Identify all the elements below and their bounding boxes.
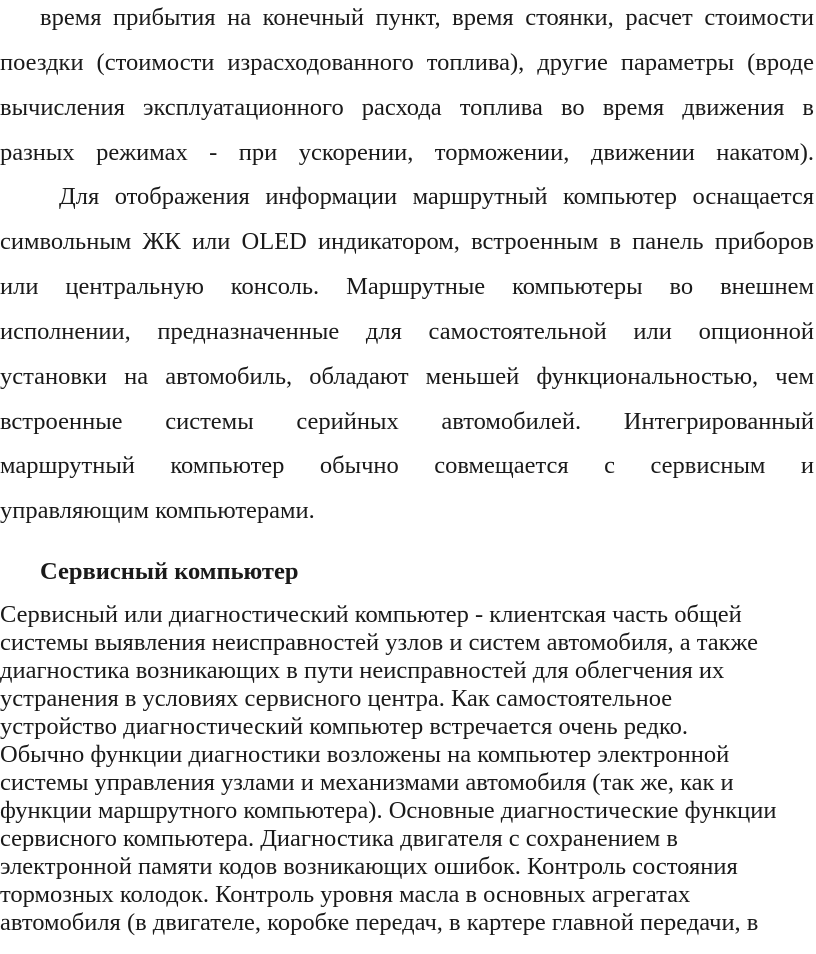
paragraph-3-line-7: системы управления узлами и механизмами автомобиля (так же, как и bbox=[0, 769, 734, 796]
paragraph-2-line-2: символьным ЖК или OLED индикатором, встроенным в панель приборов bbox=[0, 228, 814, 255]
paragraph-3-line-4: устранения в условиях сервисного центра. Как самостоятельное bbox=[0, 685, 673, 712]
paragraph-3-line-11: тормозных колодок. Контроль уровня масла в основных агрегатах bbox=[0, 881, 691, 908]
paragraph-2-line-8: управляющим компьютерами. bbox=[0, 497, 315, 524]
paragraph-2-line-1: Для отображения информации маршрутный компьютер оснащается bbox=[59, 183, 814, 210]
paragraph-2-line-5: установки на автомобиль, обладают меньшей функциональностью, чем bbox=[0, 363, 814, 390]
paragraph-3-line-10: электронной памяти кодов возникающих ошибок. Контроль состояния bbox=[0, 853, 738, 880]
paragraph-1-line-4: разных режимах - при ускорении, торможении, движении накатом). bbox=[0, 139, 814, 166]
paragraph-3-line-8: функции маршрутного компьютера). Основные диагностические функции bbox=[0, 797, 777, 824]
paragraph-2-line-4: исполнении, предназначенные для самостоятельной или опционной bbox=[0, 318, 814, 345]
paragraph-1-line-2: поездки (стоимости израсходованного топлива), другие параметры (вроде bbox=[0, 49, 814, 76]
paragraph-3-line-3: диагностика возникающих в пути неисправностей для облегчения их bbox=[0, 657, 725, 684]
paragraph-3-line-5: устройство диагностический компьютер встречается очень редко. bbox=[0, 713, 689, 740]
paragraph-2-line-6: встроенные системы серийных автомобилей. Интегрированный bbox=[0, 408, 814, 435]
paragraph-3-line-1: Сервисный или диагностический компьютер - клиентская часть общей bbox=[0, 601, 742, 628]
paragraph-1-line-1: время прибытия на конечный пункт, время стоянки, расчет стоимости bbox=[40, 4, 814, 31]
paragraph-3-line-2: системы выявления неисправностей узлов и систем автомобиля, а также bbox=[0, 629, 758, 656]
paragraph-3-line-6: Обычно функции диагностики возложены на компьютер электронной bbox=[0, 741, 730, 768]
paragraph-3-line-12: автомобиля (в двигателе, коробке передач, в картере главной передачи, в bbox=[0, 909, 759, 936]
paragraph-1-line-3: вычисления эксплуатационного расхода топлива во время движения в bbox=[0, 94, 814, 121]
paragraph-2-line-3: или центральную консоль. Маршрутные компьютеры во внешнем bbox=[0, 273, 814, 300]
paragraph-2-line-7: маршрутный компьютер обычно совмещается с сервисным и bbox=[0, 452, 814, 479]
section-heading: Сервисный компьютер bbox=[40, 558, 299, 585]
paragraph-3-line-9: сервисного компьютера. Диагностика двигателя с сохранением в bbox=[0, 825, 678, 852]
